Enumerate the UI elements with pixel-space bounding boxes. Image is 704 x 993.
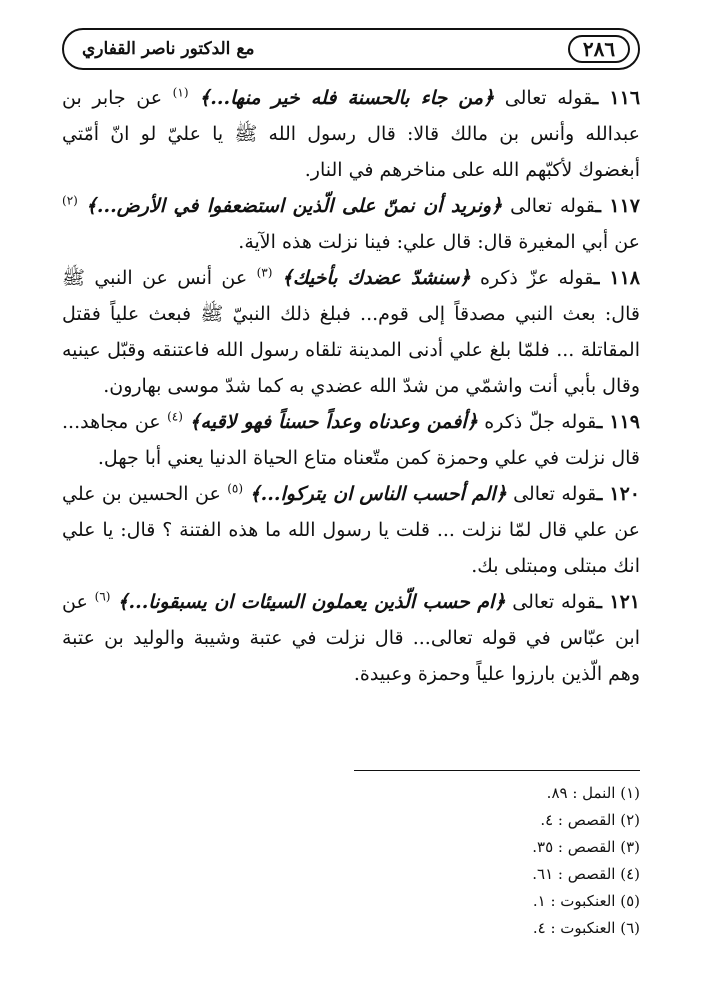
footnote-3: (٣) القصص : ٣٥. bbox=[532, 838, 640, 856]
entry-intro: قوله تعالى bbox=[504, 87, 593, 109]
quran-verse: ﴿سنشدّ عضدك بأخيك﴾ bbox=[281, 267, 471, 289]
running-title: مع الدكتور ناصر القفاري bbox=[82, 39, 255, 59]
footnote-ref: (٣) bbox=[256, 265, 273, 280]
footnote-2: (٢) القصص : ٤. bbox=[540, 811, 640, 829]
quran-verse: ﴿أفمن وعدناه وعداً حسناً فهو لاقيه﴾ bbox=[189, 411, 478, 433]
footnote-ref: (٦) bbox=[94, 589, 111, 604]
footnote-ref: (١) bbox=[172, 85, 189, 100]
entry-120 bbox=[62, 476, 640, 584]
entry-text: عن مجاهد... قال نزلت في علي وحمزة كمن متّعناه متاع الحياة الدنيا يعني أبا جهل. bbox=[62, 411, 640, 469]
entry-119 bbox=[62, 404, 640, 476]
page-header bbox=[62, 28, 640, 70]
entry-intro: قوله جلّ ذكره bbox=[484, 411, 597, 433]
entry-number: ١٢٠ ـ bbox=[596, 483, 640, 505]
entry-number: ١١٧ ـ bbox=[595, 195, 640, 217]
footnote-4: (٤) القصص : ٦١. bbox=[532, 865, 640, 883]
entry-number: ١٢١ ـ bbox=[596, 591, 641, 613]
entry-number: ١١٨ ـ bbox=[593, 267, 640, 289]
entry-intro: قوله عزّ ذكره bbox=[479, 267, 594, 289]
entry-intro: قوله تعالى bbox=[513, 483, 597, 505]
entry-text: عن الحسين بن علي عن علي قال لمّا نزلت ... قلت يا رسول الله ما هذه الفتنة ؟ قال: يا علي انك مبتلى ومبتلى بك. bbox=[62, 483, 640, 577]
footnote-ref: (٢) bbox=[62, 193, 78, 208]
footnotes bbox=[62, 780, 640, 942]
entry-text: عن جابر بن عبدالله وأنس بن مالك قالا: قال رسول الله ﷺ يا عليّ لو انّ أمّتي أبغضوك لأكبّهم الله على مناخرهم في النار. bbox=[62, 87, 640, 181]
footnote-6: (٦) العنكبوت : ٤. bbox=[532, 919, 640, 937]
quran-verse: ﴿ونريد أن نمنّ على الّذين استضعفوا في الأرض...﴾ bbox=[85, 195, 503, 217]
footnote-ref: (٥) bbox=[227, 481, 244, 496]
entry-number: ١١٦ ـ bbox=[592, 87, 641, 109]
entry-text: عن أبي المغيرة قال: قال علي: فينا نزلت هذه الآية. bbox=[238, 231, 640, 253]
main-text bbox=[62, 80, 640, 692]
quran-verse: ﴿من جاء بالحسنة فله خير منها...﴾ bbox=[199, 87, 495, 109]
quran-verse: ﴿الم أحسب الناس ان يتركوا...﴾ bbox=[249, 483, 507, 505]
footnote-1: (١) النمل : ٨٩. bbox=[546, 784, 640, 802]
entry-text: عن أنس عن النبي ﷺ قال: بعث النبي مصدقاً إلى قوم... فبلغ ذلك النبيّ ﷺ فبعث علياً فقتل المقاتلة ... فلمّا بلغ علي أدنى المدينة تلقاه رسول الله فاعتنقه وقبّل عينيه وقال بأبي أنت واشمّي من شدّ الله عضدي به كما شدّ موسى بهارون. bbox=[62, 267, 640, 397]
entry-intro: قوله تعالى bbox=[512, 591, 597, 613]
page-number: ٢٨٦ bbox=[568, 35, 630, 63]
entry-116 bbox=[62, 80, 640, 188]
entry-121 bbox=[62, 584, 640, 692]
entry-117 bbox=[62, 188, 640, 260]
entry-intro: قوله تعالى bbox=[510, 195, 596, 217]
quran-verse: ﴿ام حسب الّذين يعملون السيئات ان يسبقونا...﴾ bbox=[117, 591, 506, 613]
footnote-ref: (٤) bbox=[167, 409, 183, 424]
footnote-5: (٥) العنكبوت : ١. bbox=[532, 892, 640, 910]
entry-118 bbox=[62, 260, 640, 404]
entry-text: عن ابن عبّاس في قوله تعالى... قال نزلت في عتبة وشيبة والوليد بن عتبة وهم الّذين بارزوا علياً وحمزة وعبيدة. bbox=[62, 591, 640, 685]
footnote-divider bbox=[354, 770, 640, 771]
entry-number: ١١٩ ـ bbox=[596, 411, 640, 433]
